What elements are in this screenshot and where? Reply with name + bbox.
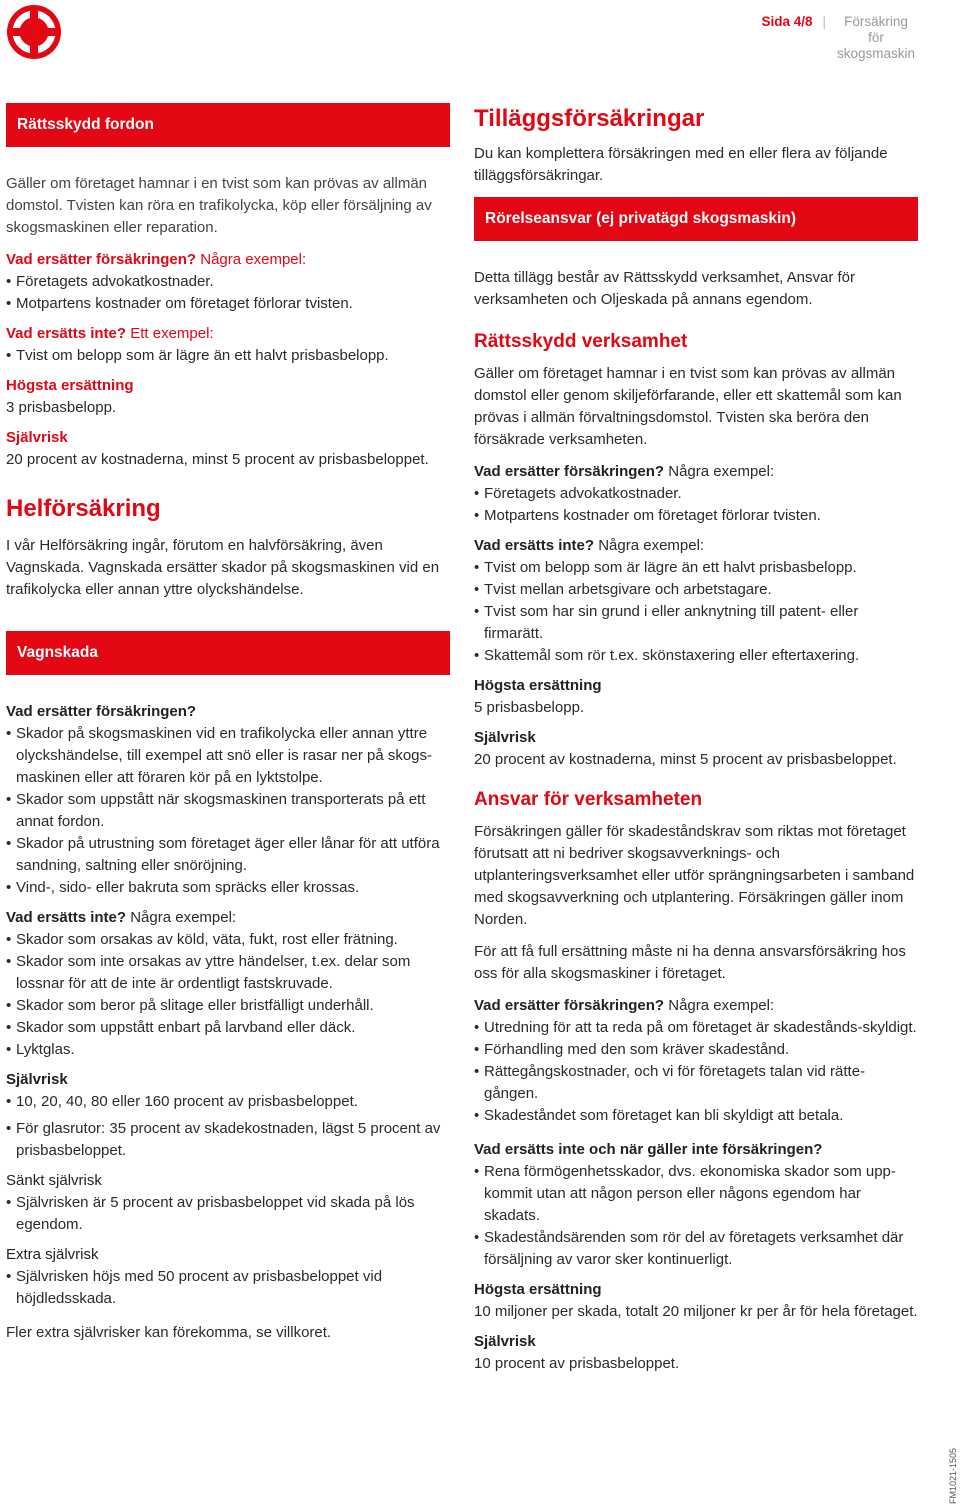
list-item: • Rena förmögenhetsskador, dvs. ekonomiska skador som upp-kommit utan att någon person eller någons egendom har skadats. (474, 1161, 918, 1227)
legal-not-covered-list (474, 557, 918, 667)
ansvar-text-2: För att få full ersättning måste ni ha denna ansvarsförsäkring hos oss för alla skogsmaskiner i företaget. (474, 943, 906, 982)
list-item: • Självrisken är 5 procent av prisbasbeloppet vid skada på lös egendom. (6, 1192, 450, 1236)
list-item: • Rättegångskostnader, och vi för företagets talan vid rätte-gången. (474, 1061, 918, 1105)
legal-covered-heading: Vad ersätter försäkringen? Några exempel: (474, 463, 775, 480)
list-item: • Skador på utrustning som företaget äger eller lånar för att utföra sandning, saltning eller snöröjning. (6, 833, 450, 877)
list-item: • Självrisken höjs med 50 procent av prisbasbeloppet vid höjdledsskada. (6, 1266, 450, 1310)
lifebuoy-icon (6, 4, 62, 60)
list-item: • Skadeståndsärenden som rör del av företagets verksamhet där försäljning av varor sker kontinuerligt. (474, 1227, 918, 1271)
vagnskada-excess-list-2 (6, 1118, 450, 1162)
liability-excess-label: Självrisk (474, 1333, 536, 1350)
excess-label: Självrisk (6, 429, 68, 446)
vagnskada-not-covered-list (6, 929, 450, 1061)
max-compensation-label: Högsta ersättning (6, 377, 134, 394)
document-title-line1: Försäkring för (844, 14, 908, 45)
list-item: • Företagets advokatkostnader. (6, 271, 450, 293)
list-item: • Skador som uppstått enbart på larvband eller däck. (6, 1017, 450, 1039)
closing-note: Fler extra självrisker kan förekomma, se villkoret. (6, 1324, 332, 1341)
page-number: Sida 4/8 (761, 14, 813, 29)
liability-covered-heading: Vad ersätter försäkringen? Några exempel: (474, 997, 775, 1014)
helforsakring-text: I vår Helförsäkring ingår, förutom en halvförsäkring, även Vagnskada. Vagnskada ersätter skador på skogsmaskinen vid en trafikolycka eller annan yttre olyckshändelse. (6, 537, 440, 598)
liability-max-value: 10 miljoner per skada, totalt 20 miljoner kr per år för hela företaget. (474, 1303, 918, 1320)
vagnskada-covered-list (6, 723, 450, 899)
heading-rattsskydd-verksamhet: Rättsskydd verksamhet (474, 331, 688, 352)
covered-list (6, 271, 450, 315)
list-item: • Motpartens kostnader om företaget förlorar tvisten. (6, 293, 450, 315)
liability-covered-list (474, 1017, 918, 1127)
liability-excess-value: 10 procent av prisbasbeloppet. (474, 1355, 680, 1372)
list-item: • Tvist om belopp som är lägre än ett halvt prisbasbelopp. (474, 557, 918, 579)
liability-not-covered-heading: Vad ersätts inte och när gäller inte försäkringen? (474, 1141, 823, 1158)
list-item: • Skador som uppstått när skogsmaskinen transporterats på ett annat fordon. (6, 789, 450, 833)
list-item: • Tvist mellan arbetsgivare och arbetstagare. (474, 579, 918, 601)
excess-value: 20 procent av kostnaderna, minst 5 procent av prisbasbeloppet. (6, 451, 429, 468)
legal-excess-value: 20 procent av kostnaderna, minst 5 procent av prisbasbeloppet. (474, 751, 897, 768)
ansvar-text-1: Försäkringen gäller för skadeståndskrav som riktas mot företaget förutsatt att ni bedriver skogsavverknings- och utplanteringsverksamhet eller utför sprängningsarbeten i samband med skogsavverkning och utplantering. Försäkringen gäller inom Norden. (474, 823, 915, 928)
list-item: • Skador på skogsmaskinen vid en trafikolycka eller annan yttre olyckshändelse, till exempel att snö eller is rasar ner på skogs-maskinen eller att föraren kör på en lyktstolpe. (6, 723, 450, 789)
heading-helforsakring: Helförsäkring (6, 495, 161, 522)
list-item: • För glasrutor: 35 procent av skadekostnaden, lägst 5 procent av prisbasbeloppet. (6, 1118, 450, 1162)
liability-max-label: Högsta ersättning (474, 1281, 602, 1298)
list-item: • Utredning för att ta reda på om företaget är skadestånds-skyldigt. (474, 1017, 918, 1039)
extra-excess-list (6, 1266, 450, 1310)
section-bar-vagnskada: Vagnskada (6, 631, 450, 675)
list-item: • Skadeståndet som företaget kan bli skyldigt att betala. (474, 1105, 918, 1127)
legal-covered-list (474, 483, 918, 527)
list-item: • Skattemål som rör t.ex. skönstaxering eller eftertaxering. (474, 645, 918, 667)
extra-excess-label: Extra självrisk (6, 1246, 99, 1263)
question-not-covered: Vad ersätts inte? Ett exempel: (6, 325, 214, 342)
vagnskada-covered-heading: Vad ersätter försäkringen? (6, 703, 197, 720)
heading-tillaggsforsakringar: Tilläggsförsäkringar (474, 105, 705, 132)
rattsskydd-verksamhet-text: Gäller om företaget hamnar i en tvist som kan prövas av allmän domstol eller genom skiljeförfarande, eller ett skattemål som kan prövas i allmän förvaltningsdomstol. Tvisten ska beröra den försäkrade verksamheten. (474, 365, 902, 448)
list-item: • Skador som beror på slitage eller bristfälligt underhåll. (6, 995, 450, 1017)
legal-max-value: 5 prisbasbelopp. (474, 699, 585, 716)
lowered-excess-label: Sänkt självrisk (6, 1172, 102, 1189)
rorelseansvar-text: Detta tillägg består av Rättsskydd verksamhet, Ansvar för verksamheten och Oljeskada på annans egendom. (474, 269, 855, 308)
legal-max-label: Högsta ersättning (474, 677, 602, 694)
form-code: FM1021-1505 (948, 1448, 958, 1504)
liability-not-covered-list (474, 1161, 918, 1271)
legal-not-covered-heading: Vad ersätts inte? Några exempel: (474, 537, 705, 554)
list-item: • Tvist om belopp som är lägre än ett halvt prisbasbelopp. (6, 345, 450, 367)
heading-ansvar-verksamheten: Ansvar för verksamheten (474, 789, 703, 810)
rattsskydd-intro: Gäller om företaget hamnar i en tvist som kan prövas av allmän domstol. Tvisten kan röra en trafikolycka, köp eller försäljning av skogsmaskinen eller reparation. (6, 175, 432, 236)
list-item: • 10, 20, 40, 80 eller 160 procent av prisbasbeloppet. (6, 1091, 450, 1113)
list-item: • Skador som inte orsakas av yttre händelser, t.ex. delar som lossnar för att de inte är ordentligt fastskruvade. (6, 951, 450, 995)
max-compensation-value: 3 prisbasbelopp. (6, 399, 117, 416)
tillagg-intro: Du kan komplettera försäkringen med en eller flera av följande tilläggsförsäkringar. (474, 145, 888, 184)
section-bar-rorelseansvar: Rörelseansvar (ej privatägd skogsmaskin) (474, 197, 918, 241)
vagnskada-excess-list (6, 1091, 450, 1113)
question-covered: Vad ersätter försäkringen? Några exempel: (6, 251, 307, 268)
list-item: • Vind-, sido- eller bakruta som spräcks eller krossas. (6, 877, 450, 899)
right-column (474, 103, 918, 1375)
section-bar-rattsskydd-fordon: Rättsskydd fordon (6, 103, 450, 147)
vagnskada-not-covered-heading: Vad ersätts inte? Några exempel: (6, 909, 237, 926)
lowered-excess-list (6, 1192, 450, 1236)
left-column (6, 103, 450, 1344)
document-title (836, 14, 916, 62)
legal-excess-label: Självrisk (474, 729, 536, 746)
vagnskada-excess-label: Självrisk (6, 1071, 68, 1088)
page-header (761, 14, 916, 62)
list-item: • Förhandling med den som kräver skadestånd. (474, 1039, 918, 1061)
list-item: • Motpartens kostnader om företaget förlorar tvisten. (474, 505, 918, 527)
list-item: • Tvist som har sin grund i eller anknytning till patent- eller firmarätt. (474, 601, 918, 645)
not-covered-list (6, 345, 450, 367)
document-title-line2: skogsmaskin (836, 46, 916, 61)
header-separator: | (822, 14, 826, 29)
list-item: • Lyktglas. (6, 1039, 450, 1061)
list-item: • Företagets advokatkostnader. (474, 483, 918, 505)
list-item: • Skador som orsakas av köld, väta, fukt, rost eller frätning. (6, 929, 450, 951)
